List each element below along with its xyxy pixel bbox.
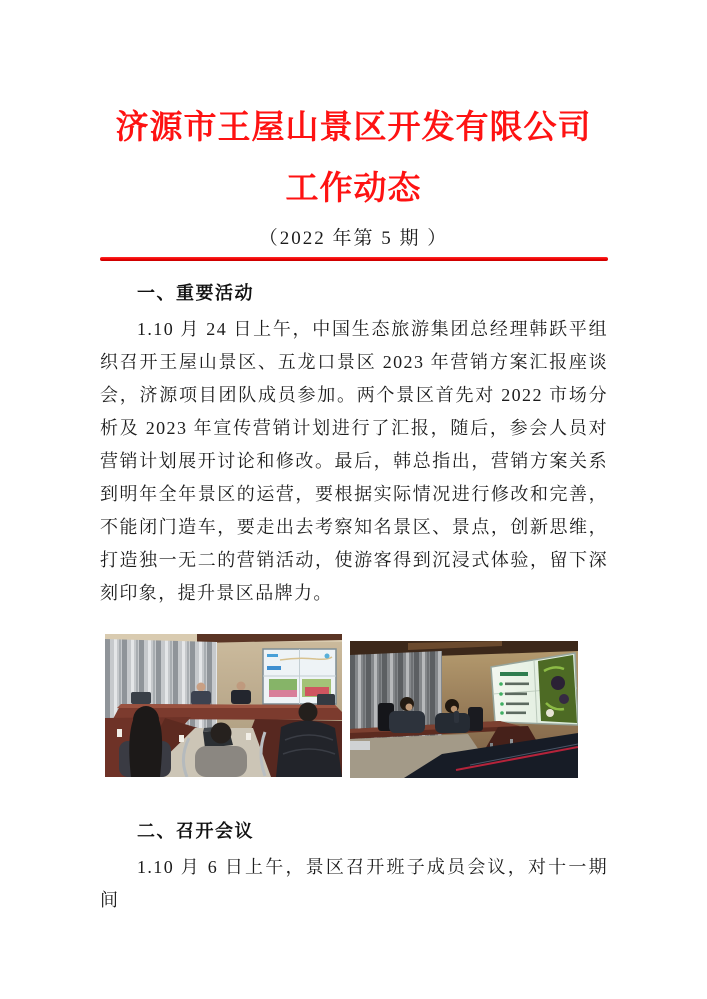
photo-row	[100, 634, 608, 778]
document-title-line1: 济源市王屋山景区开发有限公司	[115, 110, 592, 146]
document-title-line2: 工作动态	[285, 171, 422, 207]
meeting-room-photo-left	[105, 634, 342, 777]
section-2-paragraph: 1.10 月 6 日上午，景区召开班子成员会议，对十一期间	[100, 857, 608, 910]
issue-number: （2022 年第 5 期 ）	[258, 228, 449, 249]
document-body	[100, 281, 608, 917]
meeting-room-photo-right	[350, 641, 578, 778]
section-2-heading: 二、召开会议	[137, 821, 254, 841]
section-1-heading: 一、重要活动	[137, 283, 254, 303]
title-divider-rule	[100, 257, 608, 261]
section-1-paragraph: 1.10 月 24 日上午，中国生态旅游集团总经理韩跃平组织召开王屋山景区、五龙口景区 2023 年营销方案汇报座谈会，济源项目团队成员参加。两个景区首先对 2022 市场分析及 2023 年宣传营销计划进行了汇报，随后，参会人员对营销计划展开讨论和修改。最后，韩总指出，营销方案关系到明年全年景区的运营，要根据实际情况进行修改和完善，不能闭门造车，要走出去考察知名景区、景点，创新思维，打造独一无二的营销活动，使游客得到沉浸式体验，留下深刻印象，提升景区品牌力。	[100, 319, 608, 603]
